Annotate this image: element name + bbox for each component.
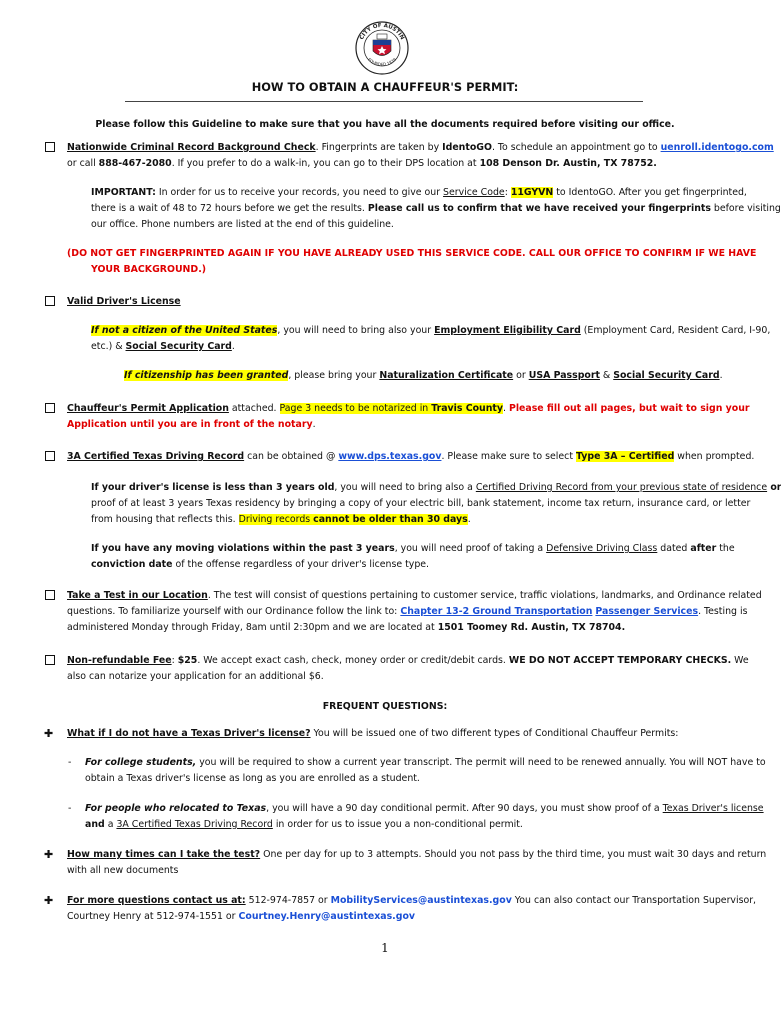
dash-bullet: - <box>68 757 72 768</box>
driving-record-line1: 3A Certified Texas Driving Record can be obtained @ www.dps.texas.gov. Please make sure to select Type 3A – Certified when prompted. <box>67 451 755 462</box>
faq-heading: FREQUENT QUESTIONS: <box>322 701 448 712</box>
application-line2: Application until you are in front of the notary. <box>67 419 316 430</box>
faq-q2-line1: How many times can I take the test? One per day for up to 3 attempts. Should you not pass by the third time, you must wait 30 days and return <box>67 849 767 860</box>
checkbox-fee[interactable] <box>45 655 55 665</box>
plus-bullet-icon: ✚ <box>44 894 54 907</box>
plus-bullet-icon: ✚ <box>44 727 54 740</box>
plus-bullet-icon: ✚ <box>44 848 54 861</box>
seal-bottom-text: FOUNDED 1839 <box>367 56 397 67</box>
test-line3: administered Monday through Friday, 8am until 2:30pm and we are located at 1501 Toomey Rd. Austin, TX 78704. <box>67 622 626 633</box>
supervisor-email-link[interactable]: Courtney.Henry@austintexas.gov <box>238 911 415 922</box>
faq-college-line2: obtain a Texas driver's license as long as you are enrolled as a student. <box>85 773 420 784</box>
test-line1: Take a Test in our Location. The test will consist of questions pertaining to customer service, traffic violations, landmarks, and Ordinance related <box>67 590 762 601</box>
dps-link[interactable]: www.dps.texas.gov <box>338 451 442 462</box>
faq-contact-line1: For more questions contact us at: 512-974-7857 or MobilityServices@austintexas.gov You can also contact our Transportation Supervisor, <box>67 895 757 906</box>
page-title: HOW TO OBTAIN A CHAUFFEUR'S PERMIT: <box>251 80 519 94</box>
drivers-license-heading: Valid Driver's License <box>67 296 181 307</box>
faq-q1: What if I do not have a Texas Driver's license? You will be issued one of two different types of Conditional Chauffeur Permits: <box>67 728 679 739</box>
important-line2: there is a wait of 48 to 72 hours before we get the results. Please call us to confirm that we have received your fingerprints before visiting <box>91 203 781 214</box>
background-check-line2: or call 888-467-2080. If you prefer to do a walk-in, you can go to their DPS location at 108 Denson Dr. Austin, TX 78752. <box>67 158 657 169</box>
service-code: 11GYVN <box>510 187 554 198</box>
svg-text:CITY OF AUSTIN <box>359 23 405 41</box>
checkbox-background-check[interactable] <box>45 142 55 152</box>
faq-q2-line2: with all new documents <box>67 865 179 876</box>
faq-relocated-line2: and a 3A Certified Texas Driving Record in order for us to issue you a non-conditional permit. <box>85 819 523 830</box>
checkbox-application[interactable] <box>45 403 55 413</box>
license-age-line2: proof of at least 3 years Texas residency by bringing a copy of your electric bill, bank statement, income tax return, insurance card, or letter <box>91 498 751 509</box>
ordinance-link[interactable]: Chapter 13-2 Ground Transportation <box>400 606 593 617</box>
faq-college-line1: For college students, you will be required to show a current year transcript. The permit will need to be renewed annually. You will NOT have to <box>85 757 766 768</box>
license-age-line3: from housing that reflects this. Driving records cannot be older than 30 days. <box>91 514 471 525</box>
test-line2: questions. To familiarize yourself with our Ordinance follow the link to: Chapter 13-2 Ground Transportation Passenger Services. Testing is <box>67 606 748 617</box>
page-number: 1 <box>381 941 389 955</box>
violations-line2: conviction date of the offense regardless of your driver's license type. <box>91 559 430 570</box>
mobility-email-link[interactable]: MobilityServices@austintexas.gov <box>330 895 512 906</box>
faq-relocated-line1: For people who relocated to Texas, you will have a 90 day conditional permit. After 90 days, you must show proof of a Texas Driver's license <box>85 803 764 814</box>
checkbox-test[interactable] <box>45 590 55 600</box>
violations-line1: If you have any moving violations within the past 3 years, you will need proof of taking a Defensive Driving Class dated after the <box>91 543 735 554</box>
seal-top-text: CITY OF AUSTIN <box>358 22 406 41</box>
fee-line1: Non-refundable Fee: $25. We accept exact cash, check, money order or credit/debit cards. WE DO NOT ACCEPT TEMPORARY CHECKS. We <box>67 655 749 666</box>
dash-bullet: - <box>68 803 72 814</box>
citizenship-line: If citizenship has been granted, please bring your Naturalization Certificate or USA Passport & Social Security Card. <box>124 370 723 381</box>
checkbox-drivers-license[interactable] <box>45 296 55 306</box>
warning-line1: (DO NOT GET FINGERPRINTED AGAIN IF YOU HAVE ALREADY USED THIS SERVICE CODE. CALL OUR OFFICE TO CONFIRM IF WE HAVE <box>67 248 757 259</box>
checkbox-driving-record[interactable] <box>45 451 55 461</box>
license-age-line1: If your driver's license is less than 3 years old, you will need to bring also a Certified Driving Record from your previous state of residence or <box>91 482 781 493</box>
application-line1: Chauffeur's Permit Application attached. Page 3 needs to be notarized in Travis County. Please fill out all pages, but wait to sign your <box>67 403 750 414</box>
svg-text:FOUNDED 1839 <box>367 57 397 67</box>
background-check-line1: Nationwide Criminal Record Background Check. Fingerprints are taken by IdentoGO. To schedule an appointment go to uenroll.identogo.com <box>67 142 774 153</box>
intro-text: Please follow this Guideline to make sure that you have all the documents required before visiting our office. <box>95 119 675 130</box>
important-line1: IMPORTANT: In order for us to receive your records, you need to give our Service Code: 11GYVN to IdentoGO. After you get fingerprinted, <box>91 187 747 198</box>
city-of-austin-seal <box>354 20 410 76</box>
identogo-link[interactable]: uenroll.identogo.com <box>660 142 774 153</box>
passenger-services-link[interactable]: Passenger Services <box>595 606 699 617</box>
non-citizen-line2: etc.) & Social Security Card. <box>91 341 235 352</box>
fee-line2: also can notarize your application for an additional $6. <box>67 671 324 682</box>
warning-line2: YOUR BACKGROUND.) <box>91 264 207 275</box>
important-line3: our office. Phone numbers are listed at the end of this guideline. <box>91 219 394 230</box>
faq-contact-line2: Courtney Henry at 512-974-1551 or Courtney.Henry@austintexas.gov <box>67 911 415 922</box>
title-rule <box>125 101 643 102</box>
non-citizen-line1: If not a citizen of the United States, you will need to bring also your Employment Eligibility Card (Employment Card, Resident Card, I-90, <box>91 325 771 336</box>
